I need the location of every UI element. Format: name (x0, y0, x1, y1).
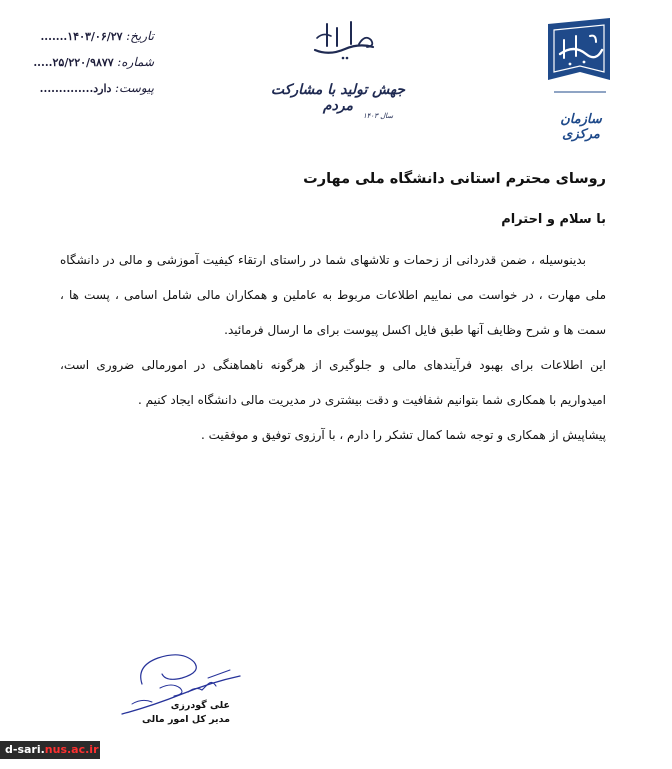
slogan-block (268, 82, 408, 120)
signatory-name: علی گودرزی (170, 700, 230, 711)
site-watermark (0, 741, 100, 759)
date-row: تاریخ: ۱۴۰۳/۰۶/۲۷....... (40, 29, 154, 43)
paragraph-3: پیشاپیش از همکاری و توجه شما کمال تشکر را دارم ، با آرزوی توفیق و موفقیت . (201, 428, 606, 442)
paragraph-1: بدینوسیله ، ضمن قدردانی از زحمات و تلاشهای شما در راستای ارتقاء کیفیت آموزشی و مالی در دانشگاه ملی مهارت ، در خواست می نماییم اطلاعات مربوط به عاملین و همکاران مالی شامل اسامی ، پست ها ، سمت ها و شرح وظایف آنها طبق فایل اکسل پیوست برای ما ارسال فرمائید. (60, 253, 606, 337)
attachment-value: دارد (93, 82, 112, 95)
signatory-title: مدیر کل امور مالی (142, 714, 230, 725)
attachment-label: پیوست: (114, 81, 154, 95)
number-value: ۲۵/۲۲۰/۹۸۷۷ (52, 56, 114, 69)
number-label: شماره: (117, 55, 154, 69)
date-label: تاریخ: (126, 29, 154, 43)
paragraph-2: این اطلاعات برای بهبود فرآیندهای مالی و جلوگیری از هرگونه ناهماهنگی در امورمالی ضروری است، امیدواریم با همکاری شما بتوانیم شفافیت و دقت بیشتری در مدیریت مالی دانشگاه ایجاد کنیم . (60, 358, 606, 407)
greeting: با سلام و احترام (501, 212, 606, 227)
bismillah-calligraphy (305, 16, 385, 64)
slogan-year: سال ۱۴۰۳ (362, 112, 394, 120)
slogan-text: جهش تولید با مشارکت مردم (270, 82, 406, 114)
site-accent: nus.ac.ir (44, 743, 99, 756)
university-logo (540, 14, 620, 110)
number-row: شماره: ۲۵/۲۲۰/۹۸۷۷..... (33, 55, 154, 69)
attachment-row: پیوست: دارد.............. (39, 81, 154, 95)
letter-meta (14, 26, 154, 104)
site-prefix: d-sari. (5, 743, 45, 756)
logo-caption: سازمان مرکزی (560, 112, 602, 142)
date-value: ۱۴۰۳/۰۶/۲۷ (67, 30, 123, 43)
recipient: روسای محترم استانی دانشگاه ملی مهارت (303, 171, 606, 187)
letter-body (60, 168, 606, 453)
